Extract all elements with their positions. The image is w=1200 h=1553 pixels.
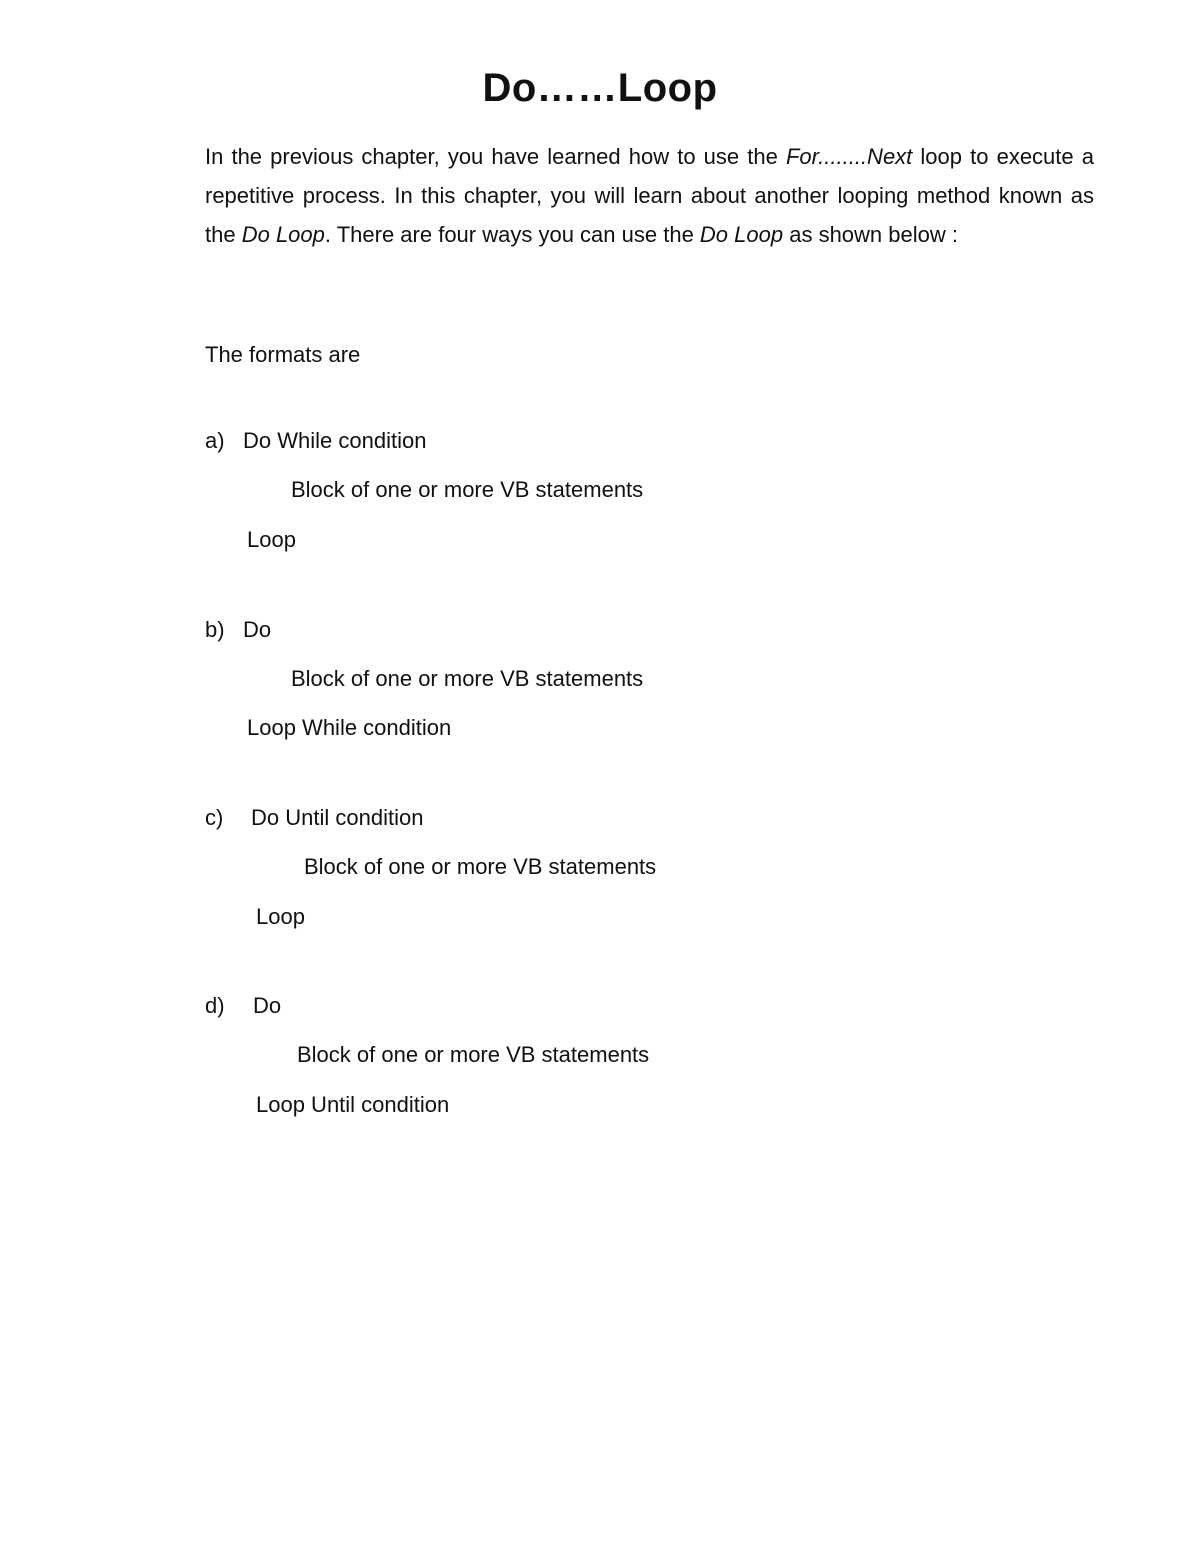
- formats-heading: The formats are: [205, 342, 361, 367]
- format-end: Loop While condition: [247, 715, 452, 740]
- intro-text-4: as shown below :: [783, 222, 958, 247]
- list-marker: a): [205, 428, 225, 453]
- format-body: Block of one or more VB statements: [297, 1042, 650, 1067]
- list-marker: d): [205, 993, 225, 1018]
- format-start-line: [205, 426, 426, 456]
- format-start: Do While condition: [243, 428, 427, 453]
- list-marker: b): [205, 617, 225, 642]
- intro-text-3: . There are four ways you can use the: [324, 222, 700, 247]
- list-marker: c): [205, 805, 224, 830]
- intro-paragraph: [205, 137, 1094, 254]
- format-end: Loop Until condition: [256, 1092, 450, 1117]
- format-end: Loop: [256, 904, 305, 929]
- format-start-line: [205, 991, 281, 1021]
- format-start: Do: [253, 993, 282, 1018]
- format-body: Block of one or more VB statements: [304, 854, 657, 879]
- format-body: Block of one or more VB statements: [291, 666, 644, 691]
- for-next-term: For........Next: [785, 144, 913, 169]
- intro-text-1: In the previous chapter, you have learned how to use the: [205, 144, 786, 169]
- format-end: Loop: [247, 527, 296, 552]
- do-loop-term: Do Loop: [241, 222, 325, 247]
- format-start-line: [205, 803, 423, 833]
- do-loop-term: Do Loop: [699, 222, 784, 247]
- format-start-line: [205, 615, 271, 645]
- format-start: Do Until condition: [251, 805, 424, 830]
- format-start: Do: [243, 617, 272, 642]
- format-body: Block of one or more VB statements: [291, 477, 644, 502]
- intro-text-2: loop to execute a repetitive process. In this chapter, you will learn about another looping method known as the: [205, 144, 1094, 247]
- page-title: Do……Loop: [482, 66, 718, 110]
